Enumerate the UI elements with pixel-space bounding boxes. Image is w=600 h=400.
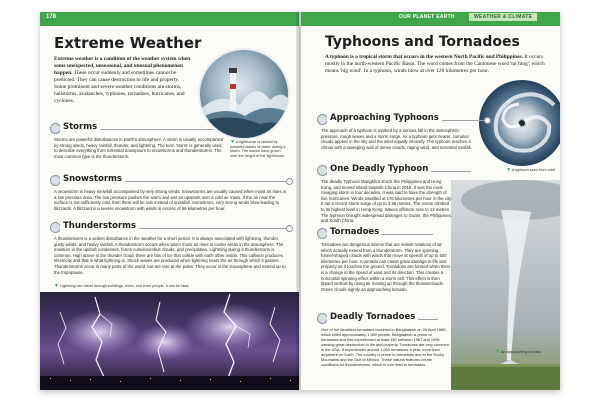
satellite-caption-text: A typhoon seen from orbit [511,168,556,172]
storms-heading: Storms [60,122,100,132]
intro-rest: These occur suddenly and sometimes cannot be predicted. They can cause destruction to life and property. Some prominent and severe weather conditions are storms, hailstorms, avalanches, typhoons, tornadoes, hurricanes, and cyclones. [54,70,185,104]
left-top-bar [40,12,299,26]
caption-triangle-icon: ▼ [506,167,511,173]
section-heading-approaching-typhoons [313,113,495,127]
tornado-caption [495,350,555,355]
lightning-illustration [40,292,299,390]
deadly-tornadoes-text: One of the deadliest tornadoes occurred in Bangladesh on 26 April 1989, which killed approximately 1,300 people. Bangladesh is prone to tornadoes and has experienced at least 150 between 1967 and 1996 causing great destruction to life and property. Tornadoes are very common in the USA. It experiences around 1,000 tornadoes a year, more than anywhere on Earth. The country is prone to tornadoes due to the Rocky Mountains and the Gulf of Mexico. These natural features create conditions for thunderstorms, which in turn lead to tornadoes. [321,327,449,367]
right-top-bar [301,12,560,26]
lighthouse-caption [230,140,288,158]
right-page [301,12,560,390]
heading-end-dot-icon [484,117,491,124]
caption-triangle-icon: ▼ [495,349,500,355]
extreme-weather-intro [54,56,192,105]
thunderstorms-heading: Thunderstorms [60,221,139,231]
snowstorms-heading: Snowstorms [60,174,125,184]
one-deadly-typhoon-heading: One Deadly Typhoon [327,164,431,174]
page-title-extreme-weather: Extreme Weather [54,34,202,52]
heading-end-dot-icon [286,178,293,185]
section-heading-thunderstorms [46,221,299,235]
deadly-tornadoes-heading: Deadly Tornadoes [327,312,418,322]
left-page [40,12,299,390]
lighthouse-caption-text: A lighthouse is lashed by powerful waves of water during a storm. The waves have grown over the height of the lighthouse. [230,140,286,158]
typhoon-intro [325,54,545,75]
typhoon-intro-rest: It occurs mostly in the north-western Pacific Basin. The word comes from the Cantonese word 'tai fung', which means 'big wind'. In a typhoon, winds blow at over 120 kilometres per hour. [325,54,545,74]
one-deadly-typhoon-text: The deadly Typhoon Mangkhut struck the Philippines and Hong Kong, and moved inland towards China in 2018. It was the most ravaging storm in four decades. It was said to have the strength of five hurricanes. Winds travelled at 170 kilometres per hour in the city. It set a record storm surge of up to 3.95 metres. The ocean climbed to its highest level in Hong Kong. Waves offshore rose to 13 metres. The typhoon brought widespread damages to Guam, the Philippines, and South China. [321,179,453,224]
approaching-typhoons-text: The approach of a typhoon is marked by a serious fall in the atmospheric pressure, rough waves and a storm surge. As a typhoon gets nearer, cumulus clouds appear in the sky and the wind equally intensify. The typhoon reaches a climax with a sweeping wall of dense clouds, raging wind, and torrential rainfall. [321,128,472,150]
section-heading-deadly-tornadoes [313,312,448,326]
typhoon-intro-bold: A typhoon is a tropical storm that occurs in the western North Pacific and Philippines. [325,54,524,60]
thunderstorms-text: A thunderstorm is a violent disturbance in the weather for a short period. It is always associated with lightning, thunder, gusty winds, and heavy rainfall. A thunderstorm occurs when warm moist air rises to cooler areas in the atmosphere. The moisture in the updraft condenses, forms cumulonimbus clouds, and precipitates. Lightning during a thunderstorm is common. High above in the thunder cloud, there are bits of ice that collide with each other inside. This collision produces electricity and that is what lightning is. Shock waves are produced when lightning heats the air through which it passes. Thunderstorms occur in many parts of the world, but are rare at the poles. They occur in the troposphere and extend up to the tropopause. [54,236,286,275]
caption-triangle-icon: ▼ [54,283,59,289]
tornado-photo [451,180,560,390]
tornadoes-text: Tornadoes are dangerous storms that are violent rotations of air which actually extend from a thunderstorm. They are spinning, funnel-shaped clouds with winds that move at speeds of up to 500 kilometres per hour. A tornado can cause great damage to life and property as it touches the ground. Tornadoes are formed when there is a change in the speed of wind and its direction. This creates a horizontal spinning effect within a storm cell. This effect is then tipped vertical by rising air moving up through the thunderclouds. Green clouds signify an approaching tornado. [321,242,451,292]
approaching-typhoons-heading: Approaching Typhoons [327,113,442,123]
tornado-illustration [451,180,560,390]
tornadoes-heading: Tornadoes [327,227,382,237]
snowstorms-text: A snowstorm is heavy snowfall accompanied by very strong winds. Snowstorms are usually caused when moist air rises in a low pressure area. The low pressure pushes the warm and wet air upwards over a cold air mass. If the air near the surface is not sufficiently cold, then there will be rain instead of snowfall. Sometimes, very strong winds blow leading to blizzards. A blizzard is a severe snowstorm with winds in excess of 56 kilometres per hour. [54,189,287,211]
left-page-number: 178 [46,14,57,20]
heading-end-dot-icon [286,225,293,232]
lightning-photo [40,292,299,390]
tornado-caption-text: An approaching tornado [500,350,542,354]
breadcrumb-our-planet-earth: OUR PLANET EARTH [399,14,455,20]
section-heading-snowstorms [46,174,299,188]
section-heading-one-deadly-typhoon [313,164,481,178]
caption-triangle-icon: ▼ [230,139,235,145]
section-heading-storms [46,122,224,136]
storms-text: Storms are powerful disturbances in Earth's atmosphere. A storm is usually accompanied by strong winds, heavy rainfall, thunder, and lightning. The term 'storm' is generally used to describe everything from torrential downpours to snowstorms and thunderstorms. The most common type is the thunderstorm. [54,137,224,159]
lightning-caption-text: Lightning can travel through buildings, trees, and even people, it can be fatal. [60,284,190,288]
open-book [40,12,560,390]
page-title-typhoons-tornadoes: Typhoons and Tornadoes [325,34,520,50]
section-heading-tornadoes [313,227,443,241]
satellite-caption [506,168,560,173]
lightning-caption [54,284,288,289]
breadcrumb-weather-climate: WEATHER & CLIMATE [469,13,537,21]
intro-bold: Extreme weather is a condition of the weather system when some unexpected, unseasonal, and unusual phenomenon happen. [54,56,191,76]
